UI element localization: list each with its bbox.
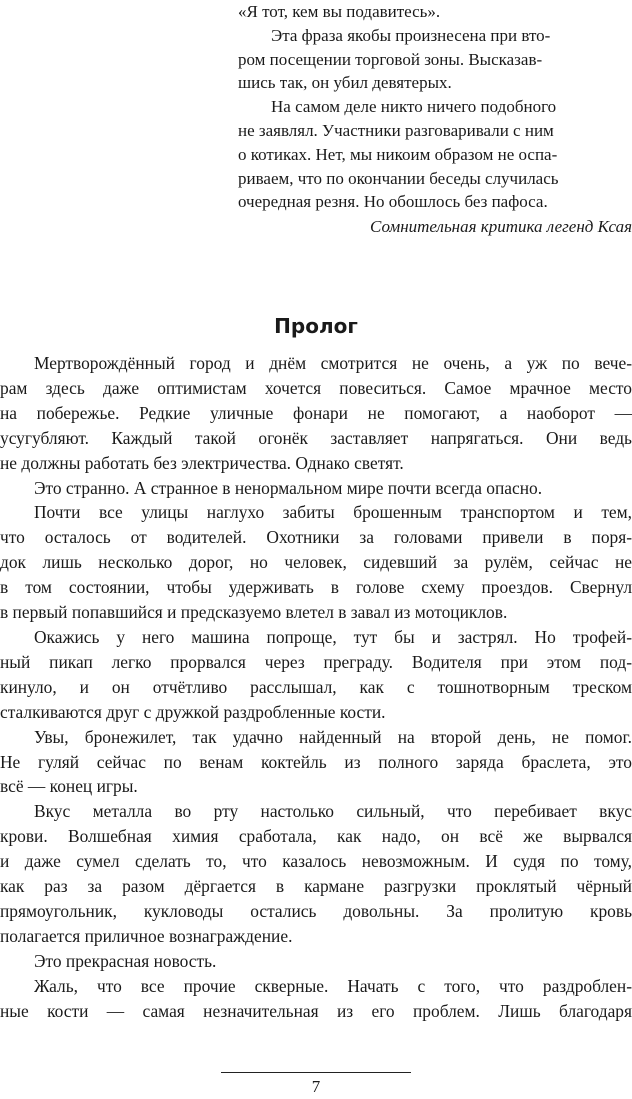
body-line: ный пикап легко прорвался через преграду. Водителя при этом под- bbox=[0, 651, 632, 672]
body-text bbox=[0, 351, 632, 1023]
epigraph-line: о котиках. Нет, мы никоим образом не оспа- bbox=[238, 144, 558, 164]
chapter-title: Пролог bbox=[274, 314, 358, 338]
body-line: крови. Волшебная химия сработала, как надо, он всё же вырвался bbox=[0, 826, 632, 847]
body-line: ные кости — самая незначительная из его проблем. Лишь благодаря bbox=[0, 1000, 632, 1021]
body-line: и даже сумел сделать то, что казалось невозможным. И судя по тому, bbox=[0, 851, 632, 872]
body-line: как раз за разом дёргается в кармане разгрузки проклятый чёрный bbox=[0, 876, 632, 897]
epigraph-line: ром посещении торговой зоны. Высказав- bbox=[238, 49, 543, 69]
epigraph-line: очередная резня. Но обошлось без пафоса. bbox=[238, 192, 548, 212]
body-line: Это странно. А странное в ненормальном мире почти всегда опасно. bbox=[34, 477, 543, 498]
footer-rule bbox=[221, 1072, 411, 1073]
body-line: в первый попавшийся и предсказуемо влетел в завал из мотоциклов. bbox=[0, 602, 508, 623]
body-line: в том состоянии, чтобы удерживать в голове схему проездов. Свернул bbox=[0, 577, 632, 598]
body-line: Жаль, что все прочие скверные. Начать с того, что раздроблен- bbox=[34, 975, 632, 996]
epigraph-line: риваем, что по окончании беседы случилась bbox=[238, 168, 559, 188]
epigraph-line: не заявлял. Участники разговаривали с ним bbox=[238, 120, 554, 140]
body-line: док лишь несколько дорог, но человек, сидевший за рулём, сейчас не bbox=[0, 552, 632, 573]
body-line: Вкус металла во рту настолько сильный, что перебивает вкус bbox=[34, 801, 632, 822]
body-line: Мертворождённый город и днём смотрится не очень, а уж по вече- bbox=[34, 353, 632, 373]
epigraph-line: Эта фраза якобы произнесена при вто- bbox=[271, 25, 551, 45]
body-line: что осталось от водителей. Охотники за головами привели в поря- bbox=[0, 527, 632, 548]
body-line: Увы, бронежилет, так удачно найденный на второй день, не помог. bbox=[34, 726, 632, 747]
body-line: Почти все улицы наглухо забиты брошенным транспортом и тем, bbox=[34, 502, 632, 523]
epigraph-line: «Я тот, кем вы подавитесь». bbox=[238, 2, 441, 21]
epigraph-line: шись так, он убил девятерых. bbox=[238, 73, 452, 93]
body-line: усугубляют. Каждый такой огонёк заставляет напрягаться. Они ведь bbox=[0, 427, 632, 448]
body-line: всё — конец игры. bbox=[0, 776, 138, 797]
body-line: не должны работать без электричества. Однако светят. bbox=[0, 452, 404, 473]
body-line: кинуло, и он отчётливо расслышал, как с тошнотворным треском bbox=[0, 676, 632, 697]
body-line: рам здесь даже оптимистам хочется повеситься. Самое мрачное место bbox=[0, 377, 632, 398]
epigraph bbox=[238, 0, 632, 239]
epigraph-credit: Сомнительная критика легенд Ксая bbox=[370, 217, 632, 237]
body-line: полагается приличное вознаграждение. bbox=[0, 925, 293, 946]
page-number: 7 bbox=[311, 1077, 321, 1096]
body-line: прямоугольник, кукловоды остались довольны. За пролитую кровь bbox=[0, 900, 632, 921]
body-line: Это прекрасная новость. bbox=[34, 950, 217, 971]
body-line: Окажись у него машина попроще, тут бы и застрял. Но трофей- bbox=[34, 626, 632, 647]
epigraph-line: На самом деле никто ничего подобного bbox=[271, 97, 557, 117]
body-line: сталкиваются друг с дружкой раздробленные кости. bbox=[0, 701, 386, 722]
body-line: Не гуляй сейчас по венам коктейль из полного заряда браслета, это bbox=[0, 751, 632, 772]
body-line: на побережье. Редкие уличные фонари не помогают, а наоборот — bbox=[0, 402, 632, 423]
